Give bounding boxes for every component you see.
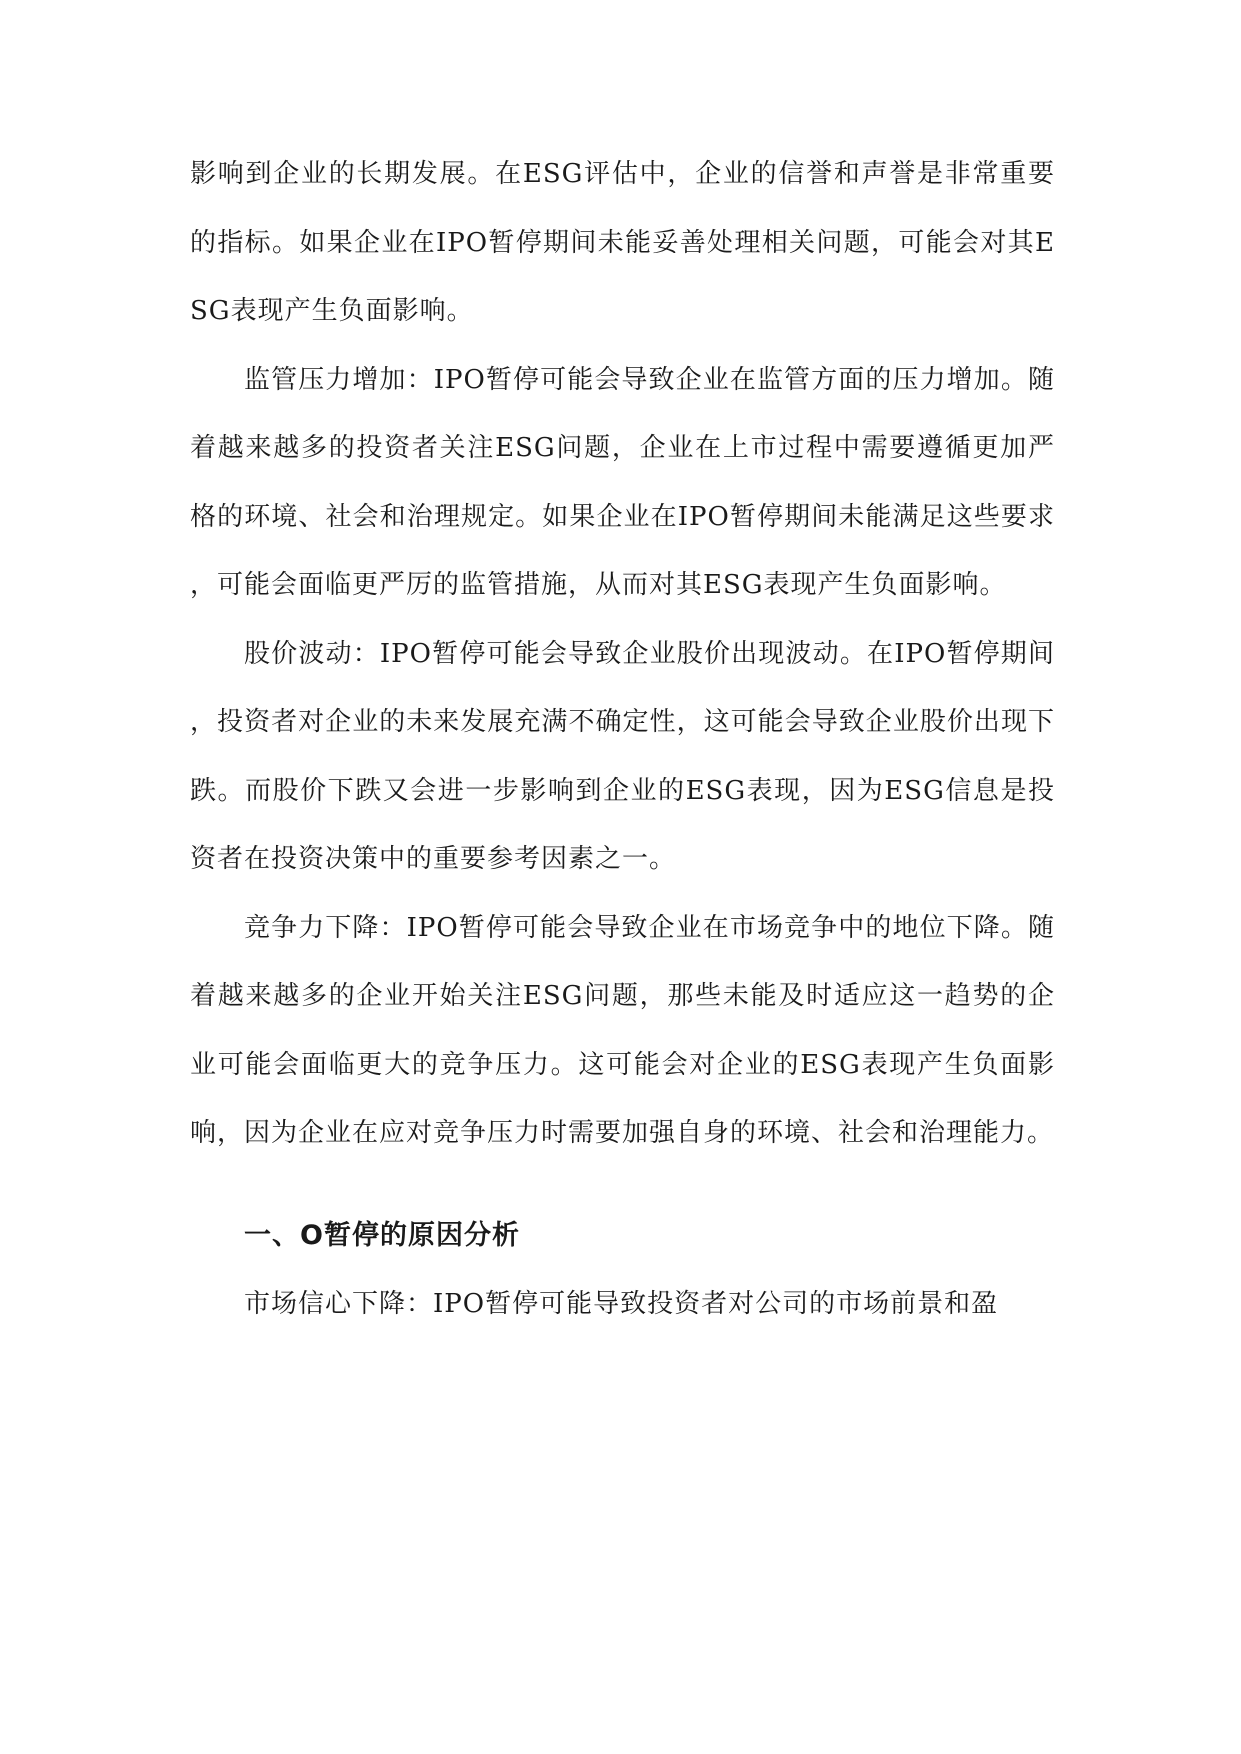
paragraph-market-confidence: 市场信心下降：IPO暂停可能导致投资者对公司的市场前景和盈 (244, 1289, 999, 1319)
document-body (190, 140, 1055, 1339)
paragraph-regulatory-pressure: 监管压力增加：IPO暂停可能会导致企业在监管方面的压力增加。随着越来越多的投资者关注ESG问题，企业在上市过程中需要遵循更加严格的环境、社会和治理规定。如果企业在IPO暂停期间未能满足这些要求，可能会面临更严厉的监管措施，从而对其ESG表现产生负面影响。 (190, 364, 1055, 600)
section-heading: 一、O暂停的原因分析 (244, 1219, 520, 1251)
paragraph-continuation: 影响到企业的长期发展。在ESG评估中，企业的信誉和声誉是非常重要的指标。如果企业在IPO暂停期间未能妥善处理相关问题，可能会对其ESG表现产生负面影响。 (190, 159, 1055, 326)
paragraph-competitiveness: 竞争力下降：IPO暂停可能会导致企业在市场竞争中的地位下降。随着越来越多的企业开始关注ESG问题，那些未能及时适应这一趋势的企业可能会面临更大的竞争压力。这可能会对企业的ESG表现产生负面影响，因为企业在应对竞争压力时需要加强自身的环境、社会和治理能力。 (190, 912, 1055, 1148)
paragraph-stock-volatility: 股价波动：IPO暂停可能会导致企业股价出现波动。在IPO暂停期间，投资者对企业的未来发展充满不确定性，这可能会导致企业股价出现下跌。而股价下跌又会进一步影响到企业的ESG表现，因为ESG信息是投资者在投资决策中的重要参考因素之一。 (190, 638, 1055, 874)
